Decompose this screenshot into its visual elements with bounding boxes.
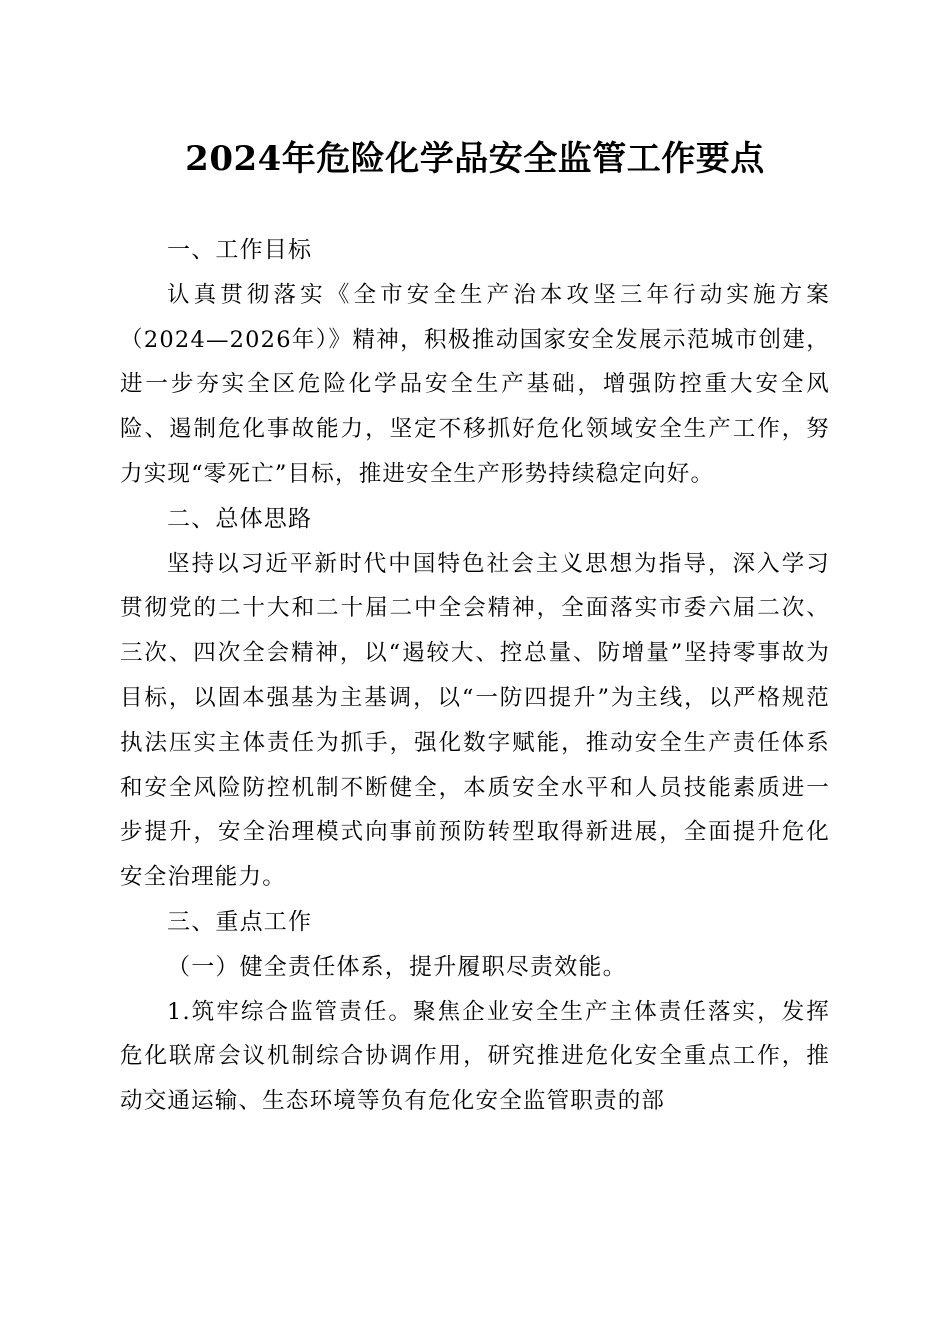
section-heading-approach: 二、总体思路 — [167, 505, 313, 532]
paragraph-goals: 认真贯彻落实《全市安全生产治本攻坚三年行动实施方案（2024—2026年）》精神，积极推动国家安全发展示范城市创建，进一步夯实全区危险化学品安全生产基础，增强防控重大安全风险、遏制危化事故能力，坚定不移抓好危化领域安全生产工作，努力实现“零死亡”目标，推进安全生产形势持续稳定向好。 — [120, 281, 830, 487]
document-title: 2024年危险化学品安全监管工作要点 — [185, 139, 765, 179]
subsection-heading-responsibility: （一）健全责任体系，提升履职尽责效能。 — [167, 953, 627, 980]
section-heading-key-work: 三、重点工作 — [167, 908, 313, 935]
document-body — [120, 228, 830, 1124]
paragraph-approach: 坚持以习近平新时代中国特色社会主义思想为指导，深入学习贯彻党的二十大和二十届二中全会精神，全面落实市委六届二次、三次、四次全会精神，以“遏较大、控总量、防增量”坚持零事故为目标，以固本强基为主基调，以“一防四提升”为主线，以严格规范执法压实主体责任为抓手，强化数字赋能，推动安全生产责任体系和安全风险防控机制不断健全，本质安全水平和人员技能素质进一步提升，安全治理模式向事前预防转型取得新进展，全面提升危化安全治理能力。 — [120, 550, 830, 891]
paragraph-item-1: 1.筑牢综合监管责任。聚焦企业安全生产主体责任落实，发挥危化联席会议机制综合协调作用，研究推进危化安全重点工作，推动交通运输、生态环境等负有危化安全监管职责的部 — [120, 998, 830, 1115]
section-heading-goals: 一、工作目标 — [167, 237, 313, 263]
